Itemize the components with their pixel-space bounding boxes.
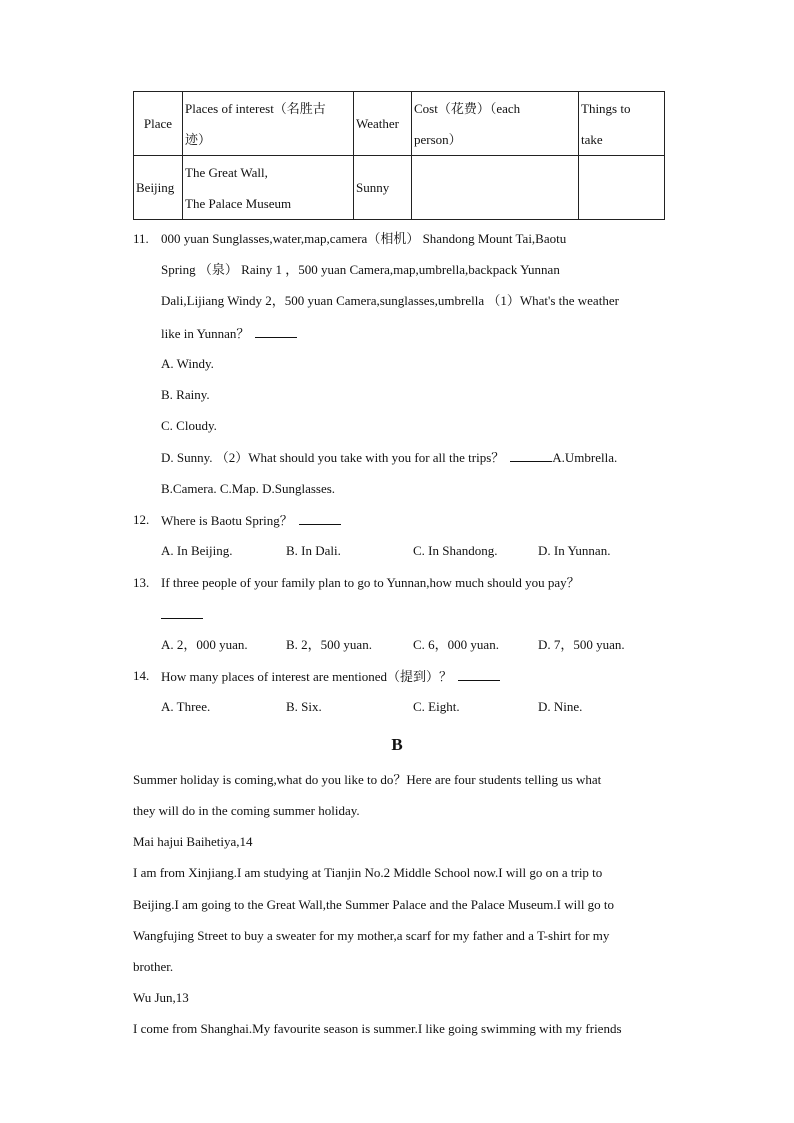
cell-line: The Great Wall, (185, 164, 268, 180)
question-stem: How many places of interest are mentioned（提到）？ (161, 669, 452, 684)
option-b[interactable]: B. 2，500 yuan. (286, 637, 372, 652)
header-weather-text: Weather (356, 116, 399, 131)
travel-info-table (133, 91, 665, 220)
question-number: 11. (133, 231, 149, 246)
table-header-row (134, 92, 665, 156)
question-stem: Where is Baotu Spring？ (161, 513, 293, 528)
passage-line: I come from Shanghai.My favourite season is summer.I like going swimming with my friends (133, 1021, 622, 1036)
question-line (161, 325, 297, 342)
cell-places (183, 156, 354, 220)
question-line: Dali,Lijiang Windy 2，500 yuan Camera,sunglasses,umbrella （1）What's the weather (161, 293, 619, 308)
header-line: person） (414, 131, 462, 147)
option-d[interactable]: D. Nine. (538, 699, 583, 714)
option-c[interactable]: C. Eight. (413, 699, 460, 714)
cell-cost (412, 156, 579, 220)
question-number: 12. (133, 512, 150, 527)
header-place-text: Place (143, 116, 173, 131)
question-text (161, 668, 500, 685)
cell-line: The Palace Museum (185, 195, 292, 211)
cell-things (579, 156, 665, 220)
question-number: 14. (133, 668, 150, 683)
student-name: Mai hajui Baihetiya,14 (133, 834, 253, 849)
header-line: Cost（花费）（each (414, 100, 521, 116)
passage-line: Wangfujing Street to buy a sweater for my mother,a scarf for my father and a T-shirt for my (133, 928, 610, 943)
option-d[interactable]: D. In Yunnan. (538, 543, 611, 558)
answer-blank[interactable] (255, 325, 297, 338)
header-line: Things to (581, 100, 631, 116)
header-cost (412, 92, 579, 156)
header-line: take (581, 131, 603, 147)
answer-blank[interactable] (299, 512, 341, 525)
option-d-and-subquestion-2 (161, 449, 617, 466)
passage-line: they will do in the coming summer holiday. (133, 803, 360, 818)
option-a[interactable]: A. In Beijing. (161, 543, 233, 558)
table-row (134, 156, 665, 220)
option-b[interactable]: B. Six. (286, 699, 322, 714)
answer-blank[interactable] (510, 449, 552, 462)
passage-line: Beijing.I am going to the Great Wall,the Summer Palace and the Palace Museum.I will go to (133, 897, 615, 912)
header-places-of-interest (183, 92, 354, 156)
header-things-to-take (579, 92, 665, 156)
sub2-option-a[interactable]: A.Umbrella. (552, 450, 618, 465)
section-b-heading: B (391, 735, 403, 754)
option-c[interactable]: C. 6，000 yuan. (413, 637, 499, 652)
question-text (161, 512, 341, 529)
question-text: If three people of your family plan to go to Yunnan,how much should you pay？ (161, 575, 580, 590)
header-weather (354, 92, 412, 156)
answer-blank[interactable] (161, 606, 203, 619)
cell-weather: Sunny (354, 156, 412, 220)
option-a[interactable]: A. Windy. (161, 356, 214, 371)
question-line: 000 yuan Sunglasses,water,map,camera（相机） Shandong Mount Tai,Baotu (161, 231, 567, 246)
header-line: Places of interest（名胜古 (185, 100, 326, 116)
student-name: Wu Jun,13 (133, 990, 189, 1005)
passage-line: I am from Xinjiang.I am studying at Tianjin No.2 Middle School now.I will go on a trip to (133, 865, 603, 880)
question-text: like in Yunnan？ (161, 326, 250, 341)
passage-line: brother. (133, 959, 174, 974)
option-c[interactable]: C. In Shandong. (413, 543, 498, 558)
header-line: 迹） (185, 131, 212, 147)
header-place (134, 92, 183, 156)
answer-blank[interactable] (458, 668, 500, 681)
answer-blank-line[interactable] (161, 606, 203, 623)
question-number: 13. (133, 575, 150, 590)
option-a[interactable]: A. 2，000 yuan. (161, 637, 248, 652)
option-d[interactable]: D. 7，500 yuan. (538, 637, 625, 652)
option-d[interactable]: D. Sunny. （2）What should you take with you for all the trips？ (161, 450, 505, 465)
question-line: Spring （泉） Rainy 1 ，500 yuan Camera,map,umbrella,backpack Yunnan (161, 262, 560, 277)
option-c[interactable]: C. Cloudy. (161, 418, 217, 433)
option-b[interactable]: B. In Dali. (286, 543, 341, 558)
sub2-options[interactable]: B.Camera. C.Map. D.Sunglasses. (161, 481, 336, 496)
option-b[interactable]: B. Rainy. (161, 387, 210, 402)
cell-place: Beijing (134, 156, 183, 220)
passage-line: Summer holiday is coming,what do you like to do？Here are four students telling us what (133, 772, 602, 787)
option-a[interactable]: A. Three. (161, 699, 211, 714)
